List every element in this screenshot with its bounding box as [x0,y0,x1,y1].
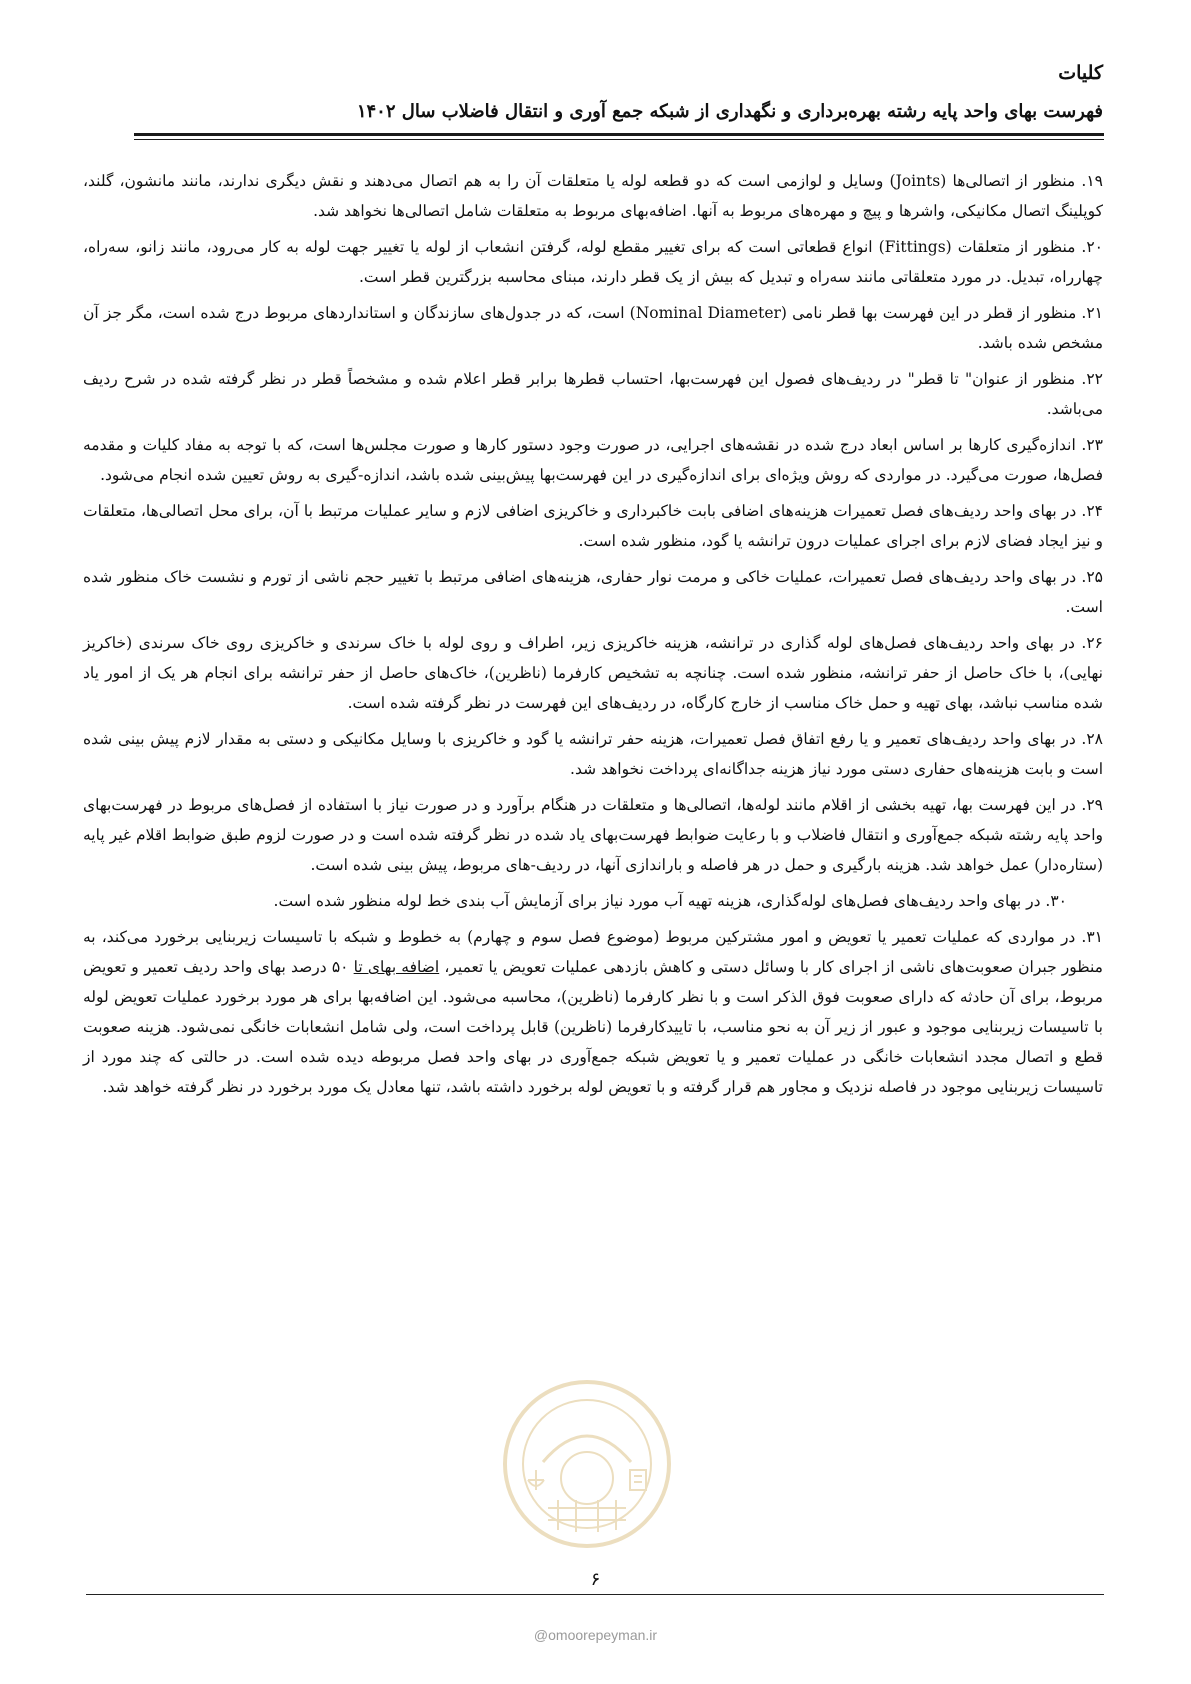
paragraph-29: ۲۹. در این فهرست بها، تهیه بخشی از اقلام مانند لوله‌ها، اتصالی‌ها و متعلقات در هنگام برآورد و در صورت نیاز با استفاده از فصل‌های مربوط در فهرست‌بهای واحد پایه رشته شبکه جمع‌آوری و انتقال فاضلاب و با رعایت ضوابط فهرست‌بهای یاد شده در نظر گرفته شده است و در صورت لزوم طبق ضوابط اقلام غیر پایه (ستاره‌دار) عمل خواهد شد. هزینه بارگیری و حمل در هر فاصله و باراندازی آنها، در ردیف-های مربوط، پیش بینی شده است. [83,796,1103,874]
paragraph-31-underlined: اضافه بهای تا [353,958,440,976]
paragraph-19: ۱۹. منظور از اتصالی‌ها (Joints) وسایل و لوازمی است که دو قطعه لوله یا متعلقات آن را به هم اتصال می‌دهند و نقش دیگری ندارند، مانند مانشون، گلند، کوپلینگ اتصال مکانیکی، واشرها و پیچ و مهره‌های مربوط به آنها. اضافه‌بهای مربوط به متعلقات شامل اتصالی‌ها نخواهد شد. [83,172,1104,220]
paragraph-26: ۲۶. در بهای واحد ردیف‌های فصل‌های لوله گذاری در ترانشه، هزینه خاکریزی زیر، اطراف و روی لوله با خاک سرندی و خاکریزی روی خاک سرندی (خاکریز نهایی)، با خاک حاصل از حفر ترانشه، منظور شده است. چنانچه به تشخیص کارفرما (ناظرین)، خاک‌های حاصل از حفر ترانشه برای انجام هر یک از امور یاد شده مناسب نباشد، بهای تهیه و حمل خاک مناسب از خارج کارگاه، در ردیف‌های این فهرست در نظر گرفته شده است. [83,634,1103,712]
document-title: فهرست بهای واحد پایه رشته بهره‌برداری و نگهداری از شبکه جمع آوری و انتقال فاضلاب سال ۱۴۰۲ [356,101,1103,122]
paragraph-31-end: ۵۰ درصد بهای واحد ردیف تعمیر و تعویض مربوط، برای آن حادثه که دارای صعوبت فوق الذکر است و با نظر کارفرما (ناظرین)، محاسبه می‌شود. این اضافه‌بها برای هر مورد برخورد عملیات تعویض لوله با تاسیسات زیربنایی موجود و عبور از زیر آن به نحو مناسب، با تاییدکارفرما (ناظرین) قابل پرداخت است، ولی شامل انشعابات خانگی نمی‌شود. هزینه صعوبت قطع و اتصال مجدد انشعابات خانگی در عملیات تعمیر و یا تعویض شبکه جمع‌آوری در بهای واحد فصل مربوطه دیده شده است. در حالتی که چند مورد از تاسیسات زیربنایی موجود در فاصله نزدیک و مجاور هم قرار گرفته و با تعویض لوله برخورد داشته باشد، تنها معادل یک مورد برخورد در نظر گرفته خواهد شد. [83,958,1103,1096]
paragraph-31-start: ۳۱. در مواردی که عملیات تعمیر یا تعویض و امور مشترکین مربوط (موضوع فصل سوم و چهارم) به خطوط و شبکه با تاسیسات زیربنایی برخورد می‌کند، به منظور جبران صعوبت‌های ناشی از اجرای کار با وسائل دستی و کاهش بازدهی عملیات تعویض یا تعمیر، [83,928,1103,976]
seal-outer-ring [505,1382,669,1546]
paragraph-22: ۲۲. منظور از عنوان" تا قطر" در ردیف‌های فصول این فهرست‌بها، احتساب قطرها برابر قطر اعلام شده و مشخصاً قطر در نظر گرفته شده در شرح ردیف می‌باشد. [83,370,1103,418]
seal-inner-ring [523,1400,651,1528]
seal-center-circle [561,1452,613,1504]
paragraph-23: ۲۳. اندازه‌گیری کارها بر اساس ابعاد درج شده در نقشه‌های اجرایی، در صورت وجود دستور کارها و صورت مجلس‌ها است، که با توجه به مفاد کلیات و مقدمه فصل‌ها، صورت می‌گیرد. در مواردی که روش ویژه‌ای برای اندازه‌گیری در این فهرست‌بها پیش‌بینی شده باشد، اندازه-گیری به روش تعیین شده انجام می‌شود. [83,436,1103,484]
watermark-handle: @omoorepeyman.ir [533,1627,658,1643]
paragraph-25: ۲۵. در بهای واحد ردیف‌های فصل تعمیرات، عملیات خاکی و مرمت نوار حفاری، هزینه‌های اضافی مرتبط با تغییر حجم ناشی از تورم و نشست خاک منظور شده است. [83,568,1103,616]
paragraph-31 [83,922,1103,1102]
paragraph-30: ۳۰. در بهای واحد ردیف‌های فصل‌های لوله‌گذاری، هزینه تهیه آب مورد نیاز برای آزمایش آب بندی خط لوله منظور شده است. [273,892,1067,910]
paragraph-24: ۲۴. در بهای واحد ردیف‌های فصل تعمیرات هزینه‌های اضافی بابت خاکبرداری و خاکریزی اضافی لازم و سایر عملیات مرتبط با آن، برای محل اتصالی‌ها، متعلقات و نیز ایجاد فضای لازم برای اجرای عملیات درون ترانشه یا گود، منظور شده است. [83,502,1103,550]
header-rule-thick [134,133,1104,136]
seal-grid [548,1500,626,1532]
seal-arch [543,1436,631,1462]
seal-scales-icon [528,1470,544,1490]
header-rule-thin [134,139,1104,140]
seal-watermark [498,1370,676,1558]
body-text [83,166,1103,1108]
seal-building-icon [630,1470,646,1490]
page-number: ۶ [590,1569,601,1590]
paragraph-21: ۲۱. منظور از قطر در این فهرست بها قطر نامی (Nominal Diameter) است، که در جدول‌های سازندگان و استانداردهای مربوط درج شده است، مگر جز آن مشخص شده باشد. [83,304,1104,352]
footer-rule [86,1594,1104,1595]
paragraph-28: ۲۸. در بهای واحد ردیف‌های تعمیر و یا رفع اتفاق فصل تعمیرات، هزینه حفر ترانشه یا گود و خاکریزی با وسایل مکانیکی و دستی به مقدار لازم پیش بینی شده است و بابت هزینه‌های حفاری دستی مورد نیاز هزینه جداگانه‌ای پرداخت نخواهد شد. [83,730,1103,778]
paragraph-20: ۲۰. منظور از متعلقات (Fittings) انواع قطعاتی است که برای تغییر مقطع لوله، گرفتن انشعاب از لوله یا تغییر جهت لوله به کار می‌رود، مانند زانو، سه‌راه، چهارراه، تبدیل. در مورد متعلقاتی مانند سه‌راه و تبدیل که بیش از یک قطر دارند، مبنای محاسبه بزرگترین قطر است. [83,238,1103,286]
section-title: کلیات [1058,62,1103,84]
